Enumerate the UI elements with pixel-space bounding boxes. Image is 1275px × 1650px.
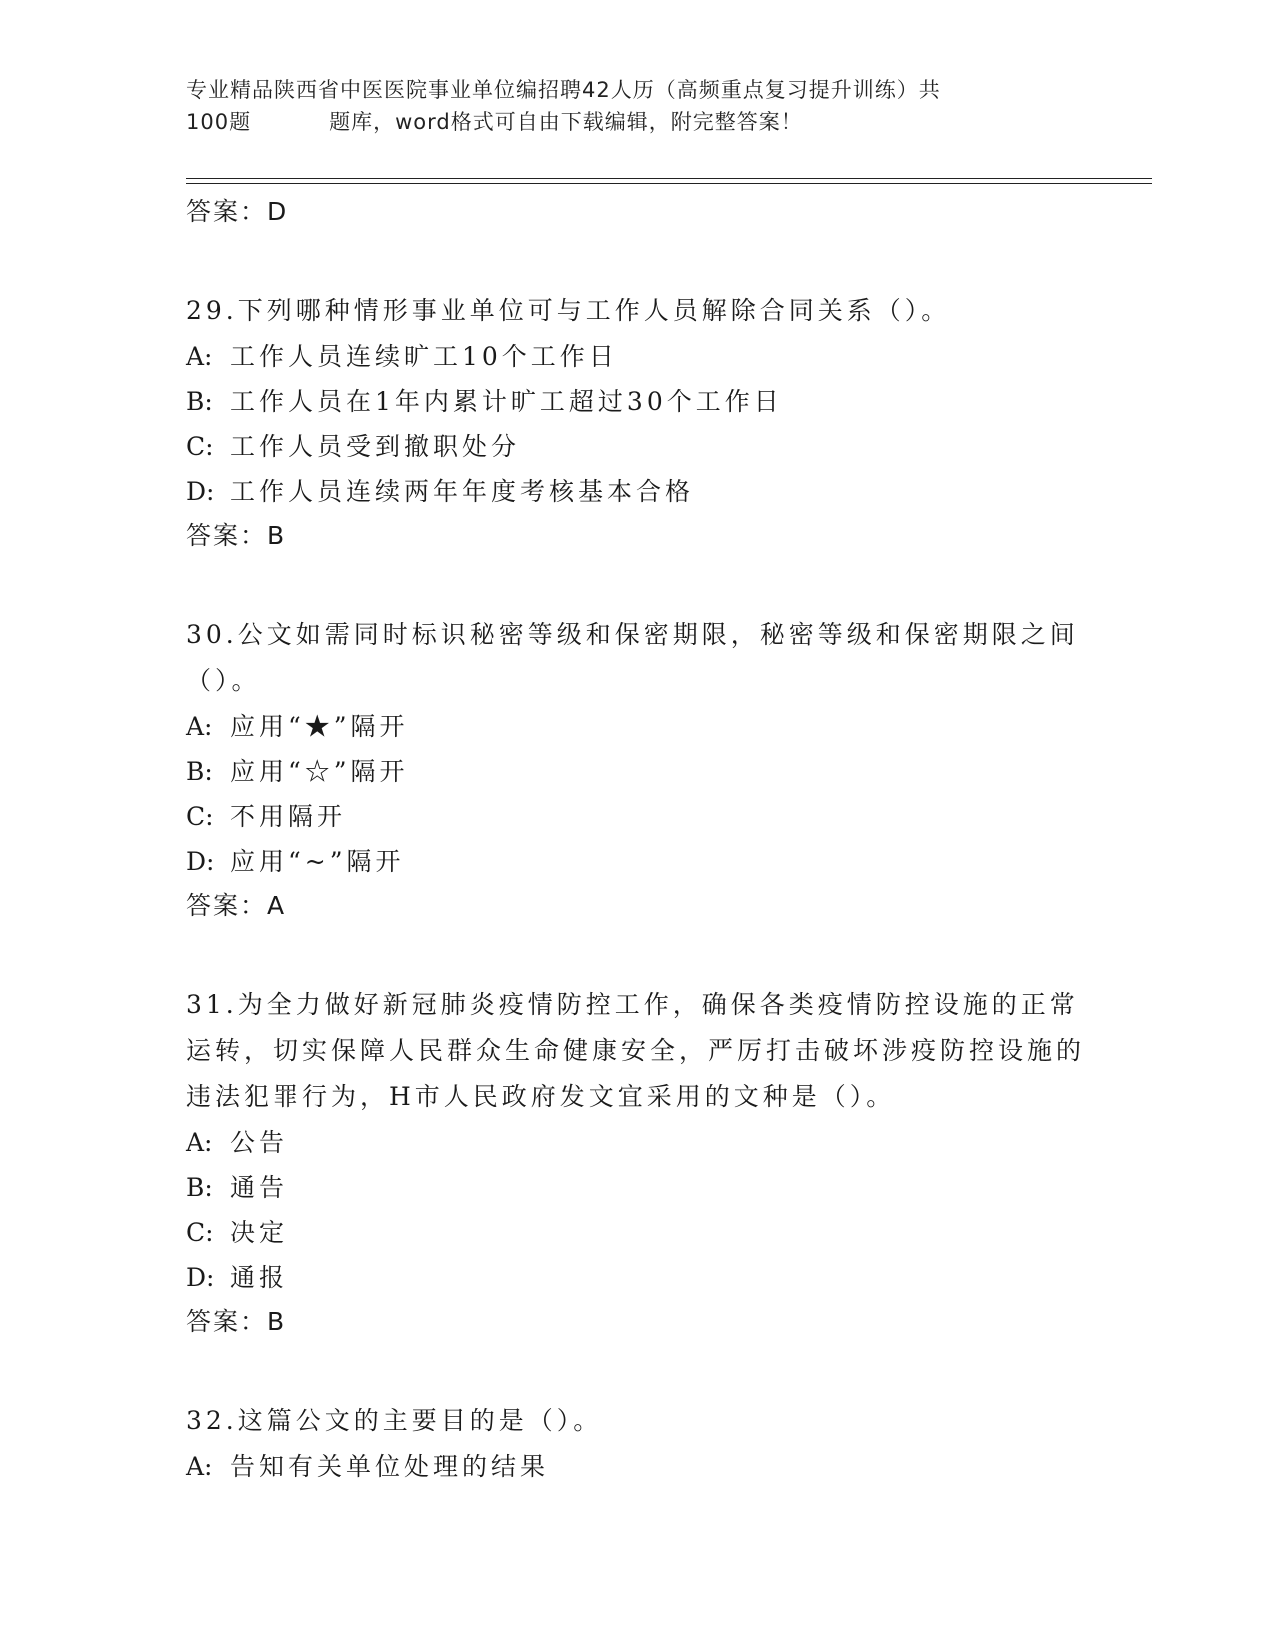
answer-line: 答案：A	[186, 891, 287, 920]
option-a	[186, 704, 1086, 749]
option-text: 通报	[230, 1263, 289, 1292]
option-a	[186, 1444, 1086, 1489]
question-list	[186, 190, 1086, 1489]
option-b	[186, 1165, 1086, 1210]
option-text: 应用“★”隔开	[230, 712, 409, 741]
option-label: C:	[186, 432, 214, 461]
option-a	[186, 334, 1086, 379]
option-text: 工作人员在1年内累计旷工超过30个工作日	[230, 387, 783, 416]
question-stem: 32.这篇公文的主要目的是（）。	[186, 1406, 603, 1435]
question-item	[186, 982, 1086, 1120]
question-stem: 29.下列哪种情形事业单位可与工作人员解除合同关系（）。	[186, 296, 951, 325]
option-label: A:	[186, 1452, 213, 1481]
option-label: D:	[186, 1263, 215, 1292]
option-label: A:	[186, 712, 213, 741]
option-text: 应用“☆”隔开	[230, 757, 409, 786]
answer-line: 答案：B	[186, 1307, 287, 1336]
option-label: C:	[186, 802, 214, 831]
question-item	[186, 288, 1086, 334]
option-text: 公告	[230, 1128, 289, 1157]
question-item	[186, 1398, 1086, 1444]
option-label: D:	[186, 477, 215, 506]
answer-line: 答案：D	[186, 197, 289, 226]
question-item	[186, 612, 1086, 704]
option-text: 告知有关单位处理的结果	[230, 1452, 550, 1481]
option-a	[186, 1120, 1086, 1165]
header-count: 100题	[186, 110, 252, 134]
option-text: 应用“~”隔开	[230, 847, 405, 876]
option-d	[186, 469, 1086, 514]
header-line-2	[186, 106, 1066, 138]
option-d	[186, 839, 1086, 884]
option-label: B:	[186, 1173, 213, 1202]
option-c	[186, 794, 1086, 839]
option-label: B:	[186, 757, 213, 786]
option-c	[186, 424, 1086, 469]
document-header	[186, 74, 1066, 138]
option-b	[186, 379, 1086, 424]
option-c	[186, 1210, 1086, 1255]
header-line-1: 专业精品陕西省中医医院事业单位编招聘42人历（高频重点复习提升训练）共	[186, 78, 941, 102]
question-stem: 30.公文如需同时标识秘密等级和保密期限，秘密等级和保密期限之间（）。	[186, 620, 1079, 695]
option-text: 通告	[230, 1173, 289, 1202]
option-label: D:	[186, 847, 215, 876]
option-text: 不用隔开	[230, 802, 347, 831]
question-stem: 31.为全力做好新冠肺炎疫情防控工作，确保各类疫情防控设施的正常运转，切实保障人民群众生命健康安全，严厉打击破坏涉疫防控设施的违法犯罪行为，H市人民政府发文宜采用的文种是（）。	[186, 990, 1086, 1111]
option-label: B:	[186, 387, 213, 416]
option-d	[186, 1255, 1086, 1300]
answer-line: 答案：B	[186, 521, 287, 550]
header-description: 题库，word格式可自由下载编辑，附完整答案！	[329, 110, 803, 134]
option-b	[186, 749, 1086, 794]
option-text: 决定	[230, 1218, 289, 1247]
option-text: 工作人员连续旷工10个工作日	[230, 342, 618, 371]
option-text: 工作人员受到撤职处分	[230, 432, 521, 461]
option-label: A:	[186, 1128, 213, 1157]
header-rule-top	[186, 178, 1152, 179]
option-label: A:	[186, 342, 213, 371]
option-text: 工作人员连续两年年度考核基本合格	[230, 477, 695, 506]
header-rule-bottom	[186, 183, 1152, 184]
option-label: C:	[186, 1218, 214, 1247]
